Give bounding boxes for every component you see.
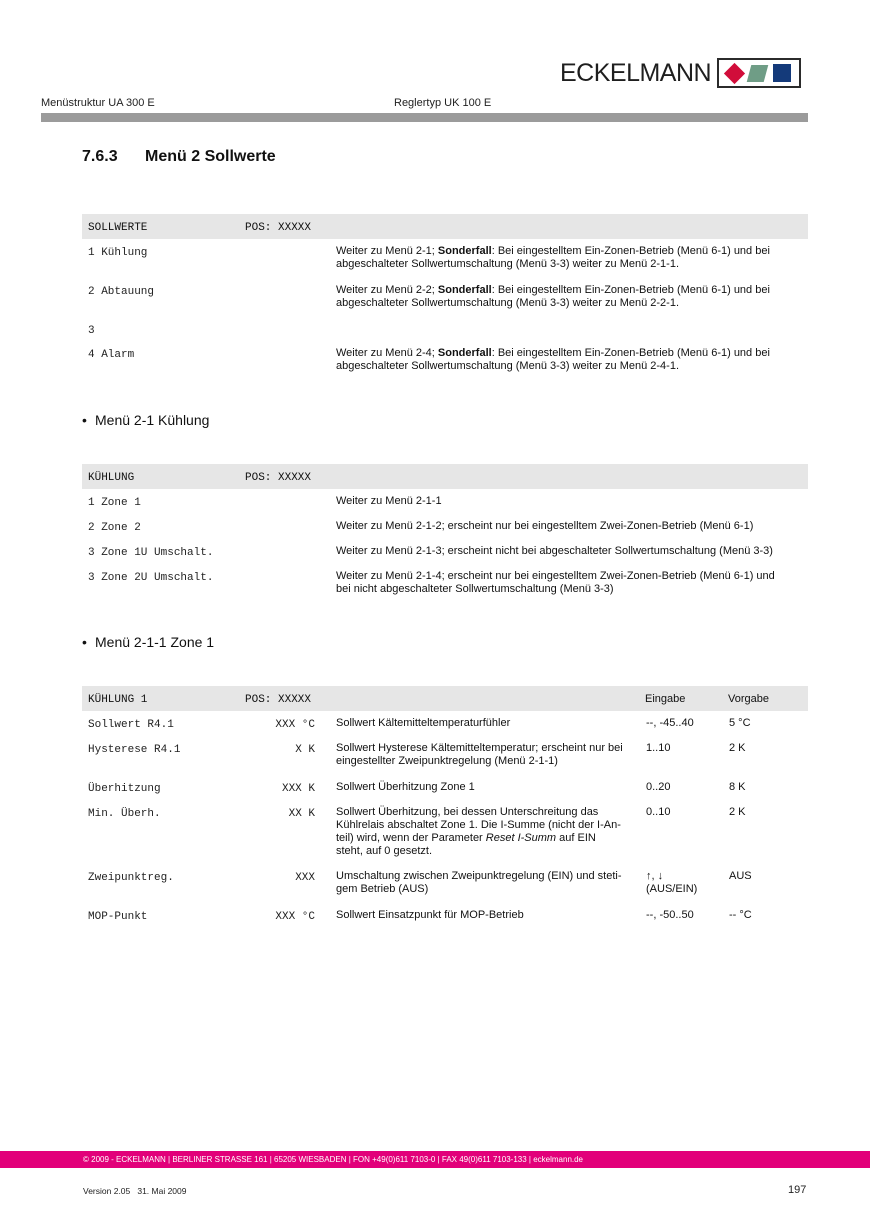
menu-name: KÜHLUNG 1 — [88, 694, 148, 706]
row-vorgabe: 8 K — [729, 781, 746, 793]
bullet-heading-kuehlung: • Menü 2-1 Kühlung — [82, 412, 210, 428]
row-eingabe: 1..10 — [646, 742, 671, 754]
row-description: Umschaltung zwischen Zweipunktregelung (EIN) und steti- gem Betrieb (AUS) — [336, 870, 622, 895]
row-label: 3 Zone 1U Umschalt. — [88, 547, 214, 559]
header-middle: Reglertyp UK 100 E — [394, 97, 492, 109]
row-label: 3 — [88, 325, 95, 337]
header-left: Menüstruktur UA 300 E — [41, 97, 155, 109]
page-number: 197 — [788, 1184, 807, 1196]
row-label: Min. Überh. — [88, 808, 161, 820]
menu-name: SOLLWERTE — [88, 222, 148, 234]
row-value: XXX °C — [275, 719, 315, 731]
row-description: Weiter zu Menü 2-2; Sonderfall: Bei eingestelltem Ein-Zonen-Betrieb (Menü 6-1) und bei abgeschalteter Sollwertumschaltung (Menü 3-3) weiter zu Menü 2-2-1. — [336, 284, 770, 309]
row-value: XXX K — [281, 783, 315, 795]
row-eingabe: ↑, ↓ (AUS/EIN) — [646, 870, 698, 895]
footer-version: Version 2.05 31. Mai 2009 — [83, 1186, 187, 1196]
menu-pos: POS: XXXXX — [245, 694, 312, 706]
row-eingabe: --, -50..50 — [646, 909, 694, 921]
menu-name: KÜHLUNG — [88, 472, 135, 484]
row-description: Weiter zu Menü 2-1-4; erscheint nur bei eingestelltem Zwei-Zonen-Betrieb (Menü 6-1) und bei nicht abgeschalteter Sollwertumschaltung (Menü 3-3) — [336, 570, 775, 595]
row-label: 2 Zone 2 — [88, 522, 141, 534]
row-eingabe: --, -45..40 — [646, 717, 694, 729]
bullet-heading-zone1: • Menü 2-1-1 Zone 1 — [82, 634, 215, 650]
row-value: XXX — [295, 872, 315, 884]
row-description: Sollwert Kältemitteltemperaturfühler — [336, 717, 511, 729]
arrow-up-down-icon: ↑, ↓ — [646, 870, 664, 882]
table-header — [82, 464, 808, 489]
row-vorgabe: -- °C — [729, 909, 752, 921]
row-description: Sollwert Überhitzung, bei dessen Unterschreitung das Kühlrelais abschaltet Zone 1. Die I-Summe (nicht der I-An- teil) wird, wenn der Parameter Reset I-Summ auf EIN steht, auf 0 gesetzt. — [336, 806, 621, 857]
row-vorgabe: 5 °C — [729, 717, 751, 729]
row-label: 1 Kühlung — [88, 247, 148, 259]
section-name: Menü 2 Sollwerte — [145, 148, 276, 165]
row-label: 2 Abtauung — [88, 286, 155, 298]
row-label: Überhitzung — [88, 783, 161, 795]
row-eingabe: 0..20 — [646, 781, 671, 793]
row-eingabe: 0..10 — [646, 806, 671, 818]
row-vorgabe: 2 K — [729, 806, 746, 818]
row-vorgabe: 2 K — [729, 742, 746, 754]
footer-copyright: © 2009 - ECKELMANN | BERLINER STRASSE 161 | 65205 WIESBADEN | FON +49(0)611 7103-0 | FAX 49(0)611 7103-133 | eckelmann.de — [83, 1155, 584, 1164]
row-description: Weiter zu Menü 2-1-3; erscheint nicht bei abgeschalteter Sollwertumschaltung (Menü 3-3) — [336, 545, 773, 557]
row-description: Weiter zu Menü 2-4; Sonderfall: Bei eingestelltem Ein-Zonen-Betrieb (Menü 6-1) und bei abgeschalteter Sollwertumschaltung (Menü 3-3) weiter zu Menü 2-4-1. — [336, 347, 770, 372]
menu-sollwerte-table — [82, 214, 808, 372]
row-label: Zweipunktreg. — [88, 872, 174, 884]
section-title — [82, 148, 276, 166]
column-eingabe: Eingabe — [645, 693, 686, 705]
menu-pos: POS: XXXXX — [245, 222, 312, 234]
eckelmann-logo — [560, 58, 801, 88]
row-label: MOP-Punkt — [88, 911, 148, 923]
row-vorgabe: AUS — [729, 870, 752, 882]
row-description: Sollwert Hysterese Kältemitteltemperatur; erscheint nur bei eingestellter Zweipunktregelung (Menü 2-1-1) — [336, 742, 623, 767]
table-header — [82, 686, 808, 711]
row-value: X K — [295, 744, 315, 756]
row-value: XX K — [288, 808, 315, 820]
row-label: 3 Zone 2U Umschalt. — [88, 572, 214, 584]
table-header — [82, 214, 808, 239]
menu-kuehlung-table — [82, 464, 808, 595]
menu-pos: POS: XXXXX — [245, 472, 312, 484]
row-label: Hysterese R4.1 — [88, 744, 181, 756]
row-description: Weiter zu Menü 2-1-1 — [336, 495, 442, 507]
logo-text: ECKELMANN — [560, 58, 712, 87]
row-value: XXX °C — [275, 911, 315, 923]
row-description: Weiter zu Menü 2-1; Sonderfall: Bei eingestelltem Ein-Zonen-Betrieb (Menü 6-1) und bei abgeschalteter Sollwertumschaltung (Menü 3-3) weiter zu Menü 2-1-1. — [336, 245, 770, 270]
section-number: 7.6.3 — [82, 148, 118, 165]
row-label: Sollwert R4.1 — [88, 719, 174, 731]
logo-marks-icon — [717, 58, 801, 88]
row-label: 4 Alarm — [88, 349, 135, 361]
column-vorgabe: Vorgabe — [728, 693, 769, 705]
row-description: Weiter zu Menü 2-1-2; erscheint nur bei eingestelltem Zwei-Zonen-Betrieb (Menü 6-1) — [336, 520, 754, 532]
row-description: Sollwert Einsatzpunkt für MOP-Betrieb — [336, 909, 524, 921]
row-label: 1 Zone 1 — [88, 497, 141, 509]
menu-zone1-table — [82, 686, 808, 923]
row-description: Sollwert Überhitzung Zone 1 — [336, 781, 475, 793]
header-divider — [41, 113, 808, 122]
